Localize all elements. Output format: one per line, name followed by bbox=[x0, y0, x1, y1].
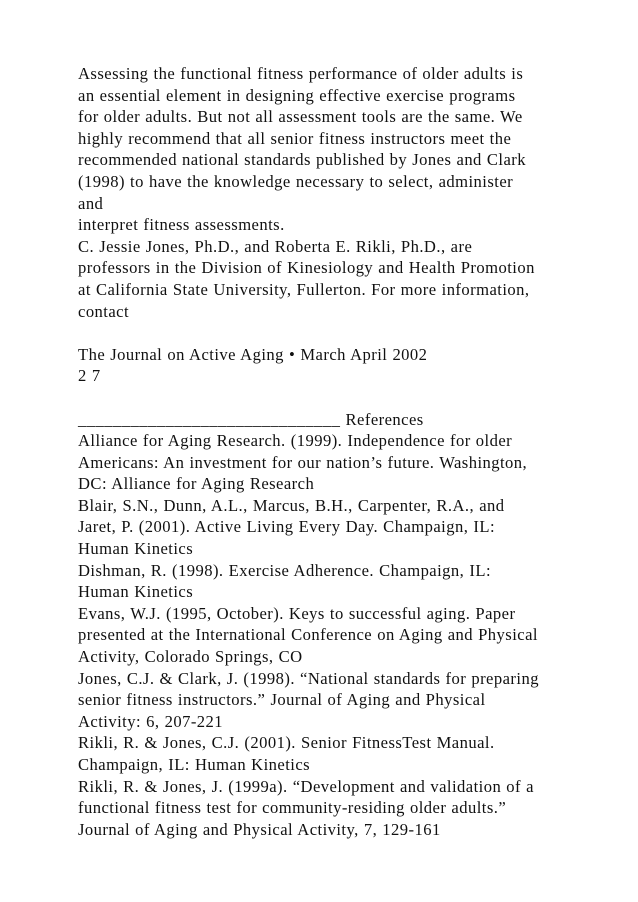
body-line: highly recommend that all senior fitness instructors meet the bbox=[78, 128, 512, 148]
reference-line: presented at the International Conference on Aging and Physical bbox=[78, 625, 538, 645]
references-heading: ______________________________ References bbox=[78, 409, 424, 429]
journal-footer: The Journal on Active Aging • March April 2002 bbox=[78, 344, 428, 364]
reference-line: Activity: 6, 207-221 bbox=[78, 711, 224, 731]
body-line: for older adults. But not all assessment tools are the same. We bbox=[78, 107, 523, 127]
reference-line: Human Kinetics bbox=[78, 582, 194, 602]
reference-line: Rikli, R. & Jones, C.J. (2001). Senior FitnessTest Manual. bbox=[78, 733, 495, 753]
reference-line: Champaign, IL: Human Kinetics bbox=[78, 755, 311, 774]
reference-line: Alliance for Aging Research. (1999). Independence for older bbox=[78, 431, 513, 451]
body-line: (1998) to have the knowledge necessary to select, administer bbox=[78, 171, 514, 191]
author-line: contact bbox=[78, 301, 130, 321]
body-line: and bbox=[78, 193, 104, 213]
body-line: recommended national standards published by Jones and Clark bbox=[78, 150, 527, 170]
reference-line: Americans: An investment for our nation’s future. Washington, bbox=[78, 452, 528, 472]
reference-line: Blair, S.N., Dunn, A.L., Marcus, B.H., Carpenter, R.A., and bbox=[78, 495, 505, 515]
page-number: 2 7 bbox=[78, 366, 101, 386]
reference-line: senior fitness instructors.” Journal of Aging and Physical bbox=[78, 690, 486, 710]
reference-line: Dishman, R. (1998). Exercise Adherence. Champaign, IL: bbox=[78, 560, 491, 580]
reference-line: Activity, Colorado Springs, CO bbox=[78, 647, 303, 667]
reference-line: Journal of Aging and Physical Activity, 7, 129-161 bbox=[78, 819, 441, 839]
reference-line: Evans, W.J. (1995, October). Keys to successful aging. Paper bbox=[78, 603, 516, 623]
body-line: Assessing the functional fitness performance of older adults is bbox=[78, 64, 524, 83]
author-line: professors in the Division of Kinesiology and Health Promotion bbox=[78, 258, 535, 278]
reference-line: Jones, C.J. & Clark, J. (1998). “National standards for preparing bbox=[78, 668, 539, 688]
reference-line: Rikli, R. & Jones, J. (1999a). “Development and validation of a bbox=[78, 776, 534, 796]
author-line: at California State University, Fullerton. For more information, bbox=[78, 279, 530, 299]
blank-line bbox=[78, 387, 623, 409]
reference-line: functional fitness test for community-residing older adults.” bbox=[78, 798, 507, 818]
reference-line: DC: Alliance for Aging Research bbox=[78, 474, 315, 494]
blank-line bbox=[78, 322, 623, 344]
reference-line: Human Kinetics bbox=[78, 539, 194, 559]
reference-line: Jaret, P. (2001). Active Living Every Day. Champaign, IL: bbox=[78, 517, 496, 537]
author-line: C. Jessie Jones, Ph.D., and Roberta E. Rikli, Ph.D., are bbox=[78, 236, 473, 256]
body-line: an essential element in designing effective exercise programs bbox=[78, 85, 516, 105]
document-body bbox=[78, 63, 623, 840]
body-line: interpret fitness assessments. bbox=[78, 215, 285, 235]
